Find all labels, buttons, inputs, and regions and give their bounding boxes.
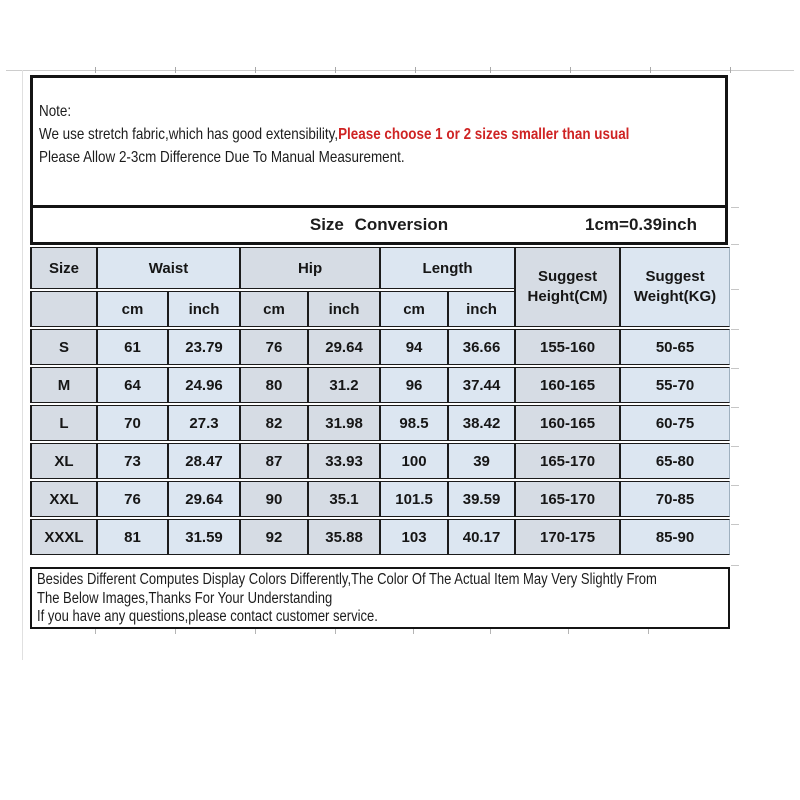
gridline-tick: [490, 67, 491, 73]
note-line-stretch: [39, 123, 719, 146]
gridline-tick: [175, 629, 176, 634]
unit-length-cm: cm: [379, 291, 447, 327]
disclaimer-line-contact: If you have any questions,please contact customer service.: [37, 608, 378, 625]
cell-suggest-weight: 55-70: [619, 367, 730, 403]
cell-waist-inch: 23.79: [167, 329, 239, 365]
cell-hip-inch: 33.93: [307, 443, 379, 479]
gridline-tick: [95, 629, 96, 634]
size-conversion-title: Size Conversion: [309, 215, 449, 234]
cell-suggest-weight: 60-75: [619, 405, 730, 441]
table-row-xxl: [30, 481, 730, 517]
cell-waist-inch: 31.59: [167, 519, 239, 555]
gridline-tick: [731, 368, 739, 369]
unit-hip-cm: cm: [239, 291, 307, 327]
cell-waist-inch: 24.96: [167, 367, 239, 403]
cell-length-cm: 96: [379, 367, 447, 403]
gridline-tick: [415, 67, 416, 73]
cell-hip-inch: 35.88: [307, 519, 379, 555]
cell-length-cm: 100: [379, 443, 447, 479]
gridline-tick: [730, 67, 731, 73]
cell-suggest-weight: 85-90: [619, 519, 730, 555]
cell-waist-cm: 70: [96, 405, 167, 441]
cell-suggest-height: 170-175: [514, 519, 619, 555]
gridline-tick: [95, 67, 96, 73]
cell-length-inch: 39.59: [447, 481, 514, 517]
size-conversion-bar: [30, 205, 728, 245]
disclaimer-line-images: The Below Images,Thanks For Your Understanding: [37, 589, 333, 607]
cell-length-inch: 37.44: [447, 367, 514, 403]
cell-waist-inch: 29.64: [167, 481, 239, 517]
cell-hip-cm: 80: [239, 367, 307, 403]
cell-suggest-weight: 50-65: [619, 329, 730, 365]
cell-hip-cm: 82: [239, 405, 307, 441]
cell-waist-cm: 61: [96, 329, 167, 365]
cell-size: XXL: [30, 481, 96, 517]
cell-suggest-weight: 70-85: [619, 481, 730, 517]
col-header-length: Length: [379, 247, 514, 289]
cell-hip-inch: 35.1: [307, 481, 379, 517]
cell-suggest-height: 160-165: [514, 367, 619, 403]
cell-length-cm: 103: [379, 519, 447, 555]
cm-inch-formula: 1cm=0.39inch: [585, 215, 697, 234]
gridline-top: [6, 70, 794, 71]
cell-hip-inch: 31.98: [307, 405, 379, 441]
unit-waist-inch: inch: [167, 291, 239, 327]
cell-size: L: [30, 405, 96, 441]
table-row-xxxl: [30, 519, 730, 555]
cell-hip-cm: 92: [239, 519, 307, 555]
table-row-l: [30, 405, 730, 441]
gridline-tick: [731, 524, 739, 525]
note-text-red: Please choose 1 or 2 sizes smaller than usual: [338, 126, 630, 143]
cell-suggest-height: 155-160: [514, 329, 619, 365]
cell-waist-cm: 64: [96, 367, 167, 403]
cell-length-inch: 36.66: [447, 329, 514, 365]
cell-hip-inch: 29.64: [307, 329, 379, 365]
cell-suggest-height: 165-170: [514, 481, 619, 517]
cell-length-cm: 94: [379, 329, 447, 365]
cell-length-inch: 39: [447, 443, 514, 479]
gridline-tick: [731, 485, 739, 486]
gridline-tick: [648, 629, 649, 634]
cell-length-inch: 38.42: [447, 405, 514, 441]
table-row-m: [30, 367, 730, 403]
cell-length-inch: 40.17: [447, 519, 514, 555]
gridline-tick: [731, 244, 739, 245]
cell-size: XL: [30, 443, 96, 479]
cell-waist-cm: 76: [96, 481, 167, 517]
col-header-suggest-height: Suggest Height(CM): [514, 247, 619, 327]
gridline-tick: [731, 289, 739, 290]
col-header-waist: Waist: [96, 247, 239, 289]
note-line-measurement: Please Allow 2-3cm Difference Due To Manual Measurement.: [39, 149, 405, 166]
cell-hip-cm: 90: [239, 481, 307, 517]
cell-waist-inch: 27.3: [167, 405, 239, 441]
gridline-tick: [731, 446, 739, 447]
cell-suggest-height: 165-170: [514, 443, 619, 479]
col-header-suggest-weight: Suggest Weight(KG): [619, 247, 730, 327]
cell-waist-cm: 81: [96, 519, 167, 555]
note-box: [30, 75, 728, 208]
cell-hip-inch: 31.2: [307, 367, 379, 403]
cell-size: S: [30, 329, 96, 365]
gridline-tick: [255, 629, 256, 634]
unit-hip-inch: inch: [307, 291, 379, 327]
gridline-tick: [175, 67, 176, 73]
gridline-tick: [255, 67, 256, 73]
gridline-tick: [731, 207, 739, 208]
table-row-xl: [30, 443, 730, 479]
col-header-hip: Hip: [239, 247, 379, 289]
disclaimer-line-colors: Besides Different Computes Display Colors Differently,The Color Of The Actual Item May Very Slightly From: [37, 571, 657, 588]
cell-suggest-height: 160-165: [514, 405, 619, 441]
cell-size: XXXL: [30, 519, 96, 555]
gridline-tick: [490, 629, 491, 634]
unit-waist-cm: cm: [96, 291, 167, 327]
unit-length-inch: inch: [447, 291, 514, 327]
header-row-groups: [30, 247, 730, 289]
cell-hip-cm: 76: [239, 329, 307, 365]
gridline-tick: [650, 67, 651, 73]
gridline-left: [22, 70, 23, 660]
gridline-tick: [570, 67, 571, 73]
gridline-tick: [413, 629, 414, 634]
gridline-tick: [568, 629, 569, 634]
gridline-tick: [731, 329, 739, 330]
cell-hip-cm: 87: [239, 443, 307, 479]
cell-length-cm: 101.5: [379, 481, 447, 517]
note-title: Note:: [39, 103, 72, 120]
col-header-size: Size: [30, 247, 96, 289]
size-table: [30, 245, 730, 557]
cell-waist-inch: 28.47: [167, 443, 239, 479]
size-subheader-empty: [30, 291, 96, 327]
gridline-tick: [731, 565, 739, 566]
gridline-tick: [335, 629, 336, 634]
cell-suggest-weight: 65-80: [619, 443, 730, 479]
disclaimer-box: [30, 567, 730, 629]
table-row-s: [30, 329, 730, 365]
gridline-tick: [731, 407, 739, 408]
note-text-black: We use stretch fabric,which has good extensibility,: [39, 126, 339, 143]
cell-size: M: [30, 367, 96, 403]
cell-waist-cm: 73: [96, 443, 167, 479]
cell-length-cm: 98.5: [379, 405, 447, 441]
gridline-tick: [335, 67, 336, 73]
